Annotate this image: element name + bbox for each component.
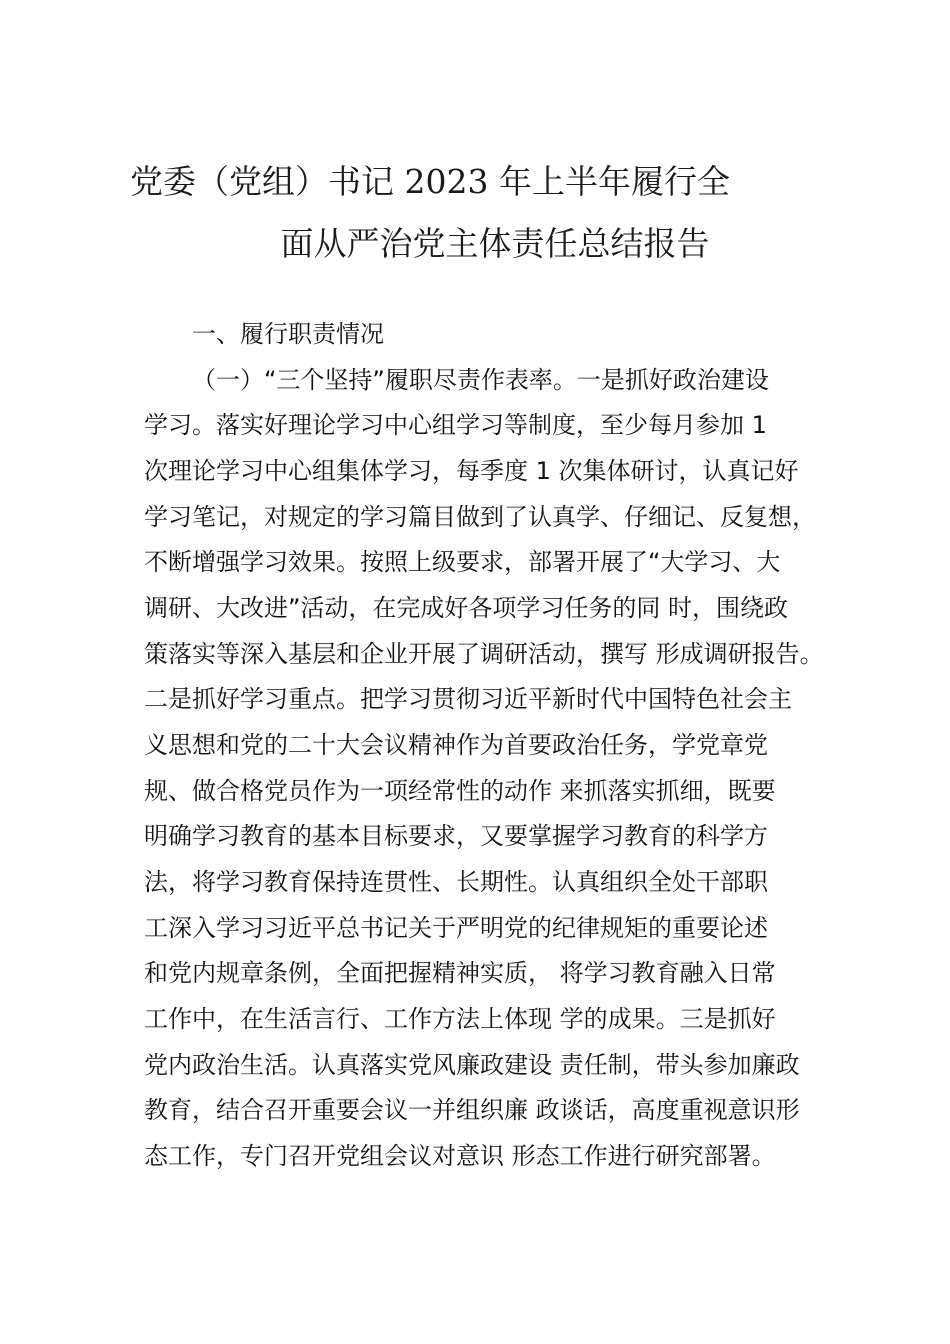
paragraph-line: 和党内规章条例，全面把握精神实质， 将学习教育融入日常 [144,959,776,987]
paragraph-line: 工作中，在生活言行、工作方法上体现 学的成果。三是抓好 [144,1005,776,1033]
paragraph-line: 学习。落实好理论学习中心组学习等制度，至少每月参加 1 [144,411,767,439]
paragraph-line: 义思想和党的二十大会议精神作为首要政治任务，学党章党 [144,731,768,759]
paragraph-line: （一）“三个坚持”履职尽责作表率。一是抓好政治建设 [192,366,769,394]
paragraph-line: 态工作，专门召开党组会议对意识 形态工作进行研究部署。 [144,1142,776,1170]
paragraph-line: 策落实等深入基层和企业开展了调研活动，撰写 形成调研报告。 [144,640,824,668]
paragraph-line: 工深入学习习近平总书记关于严明党的纪律规矩的重要论述 [144,914,768,942]
paragraph-line: 次理论学习中心组集体学习，每季度 1 次集体研讨，认真记好 [144,457,799,485]
paragraph-line: 学习笔记，对规定的学习篇目做到了认真学、仔细记、反复想， [144,503,816,531]
document-title-line-2: 面从严治党主体责任总结报告 [280,224,710,263]
document-title-line-1: 党委（党组）书记 2023 年上半年履行全 [130,162,730,201]
paragraph-line: 明确学习教育的基本目标要求，又要掌握学习教育的科学方 [144,822,768,850]
paragraph-line: 规、做合格党员作为一项经常性的动作 来抓落实抓细，既要 [144,777,776,805]
paragraph-line: 党内政治生活。认真落实党风廉政建设 责任制，带头参加廉政 [144,1051,800,1079]
paragraph-line: 法，将学习教育保持连贯性、长期性。认真组织全处干部职 [144,868,768,896]
paragraph-line: 教育，结合召开重要会议一并组织廉 政谈话，高度重视意识形 [144,1096,800,1124]
paragraph-line: 不断增强学习效果。按照上级要求，部署开展了“大学习、大 [144,548,781,576]
paragraph-line: 调研、大改进”活动，在完成好各项学习任务的同 时，围绕政 [144,594,789,622]
paragraph-line: 二是抓好学习重点。把学习贯彻习近平新时代中国特色社会主 [144,685,792,713]
section-heading: 一、履行职责情况 [192,320,384,348]
